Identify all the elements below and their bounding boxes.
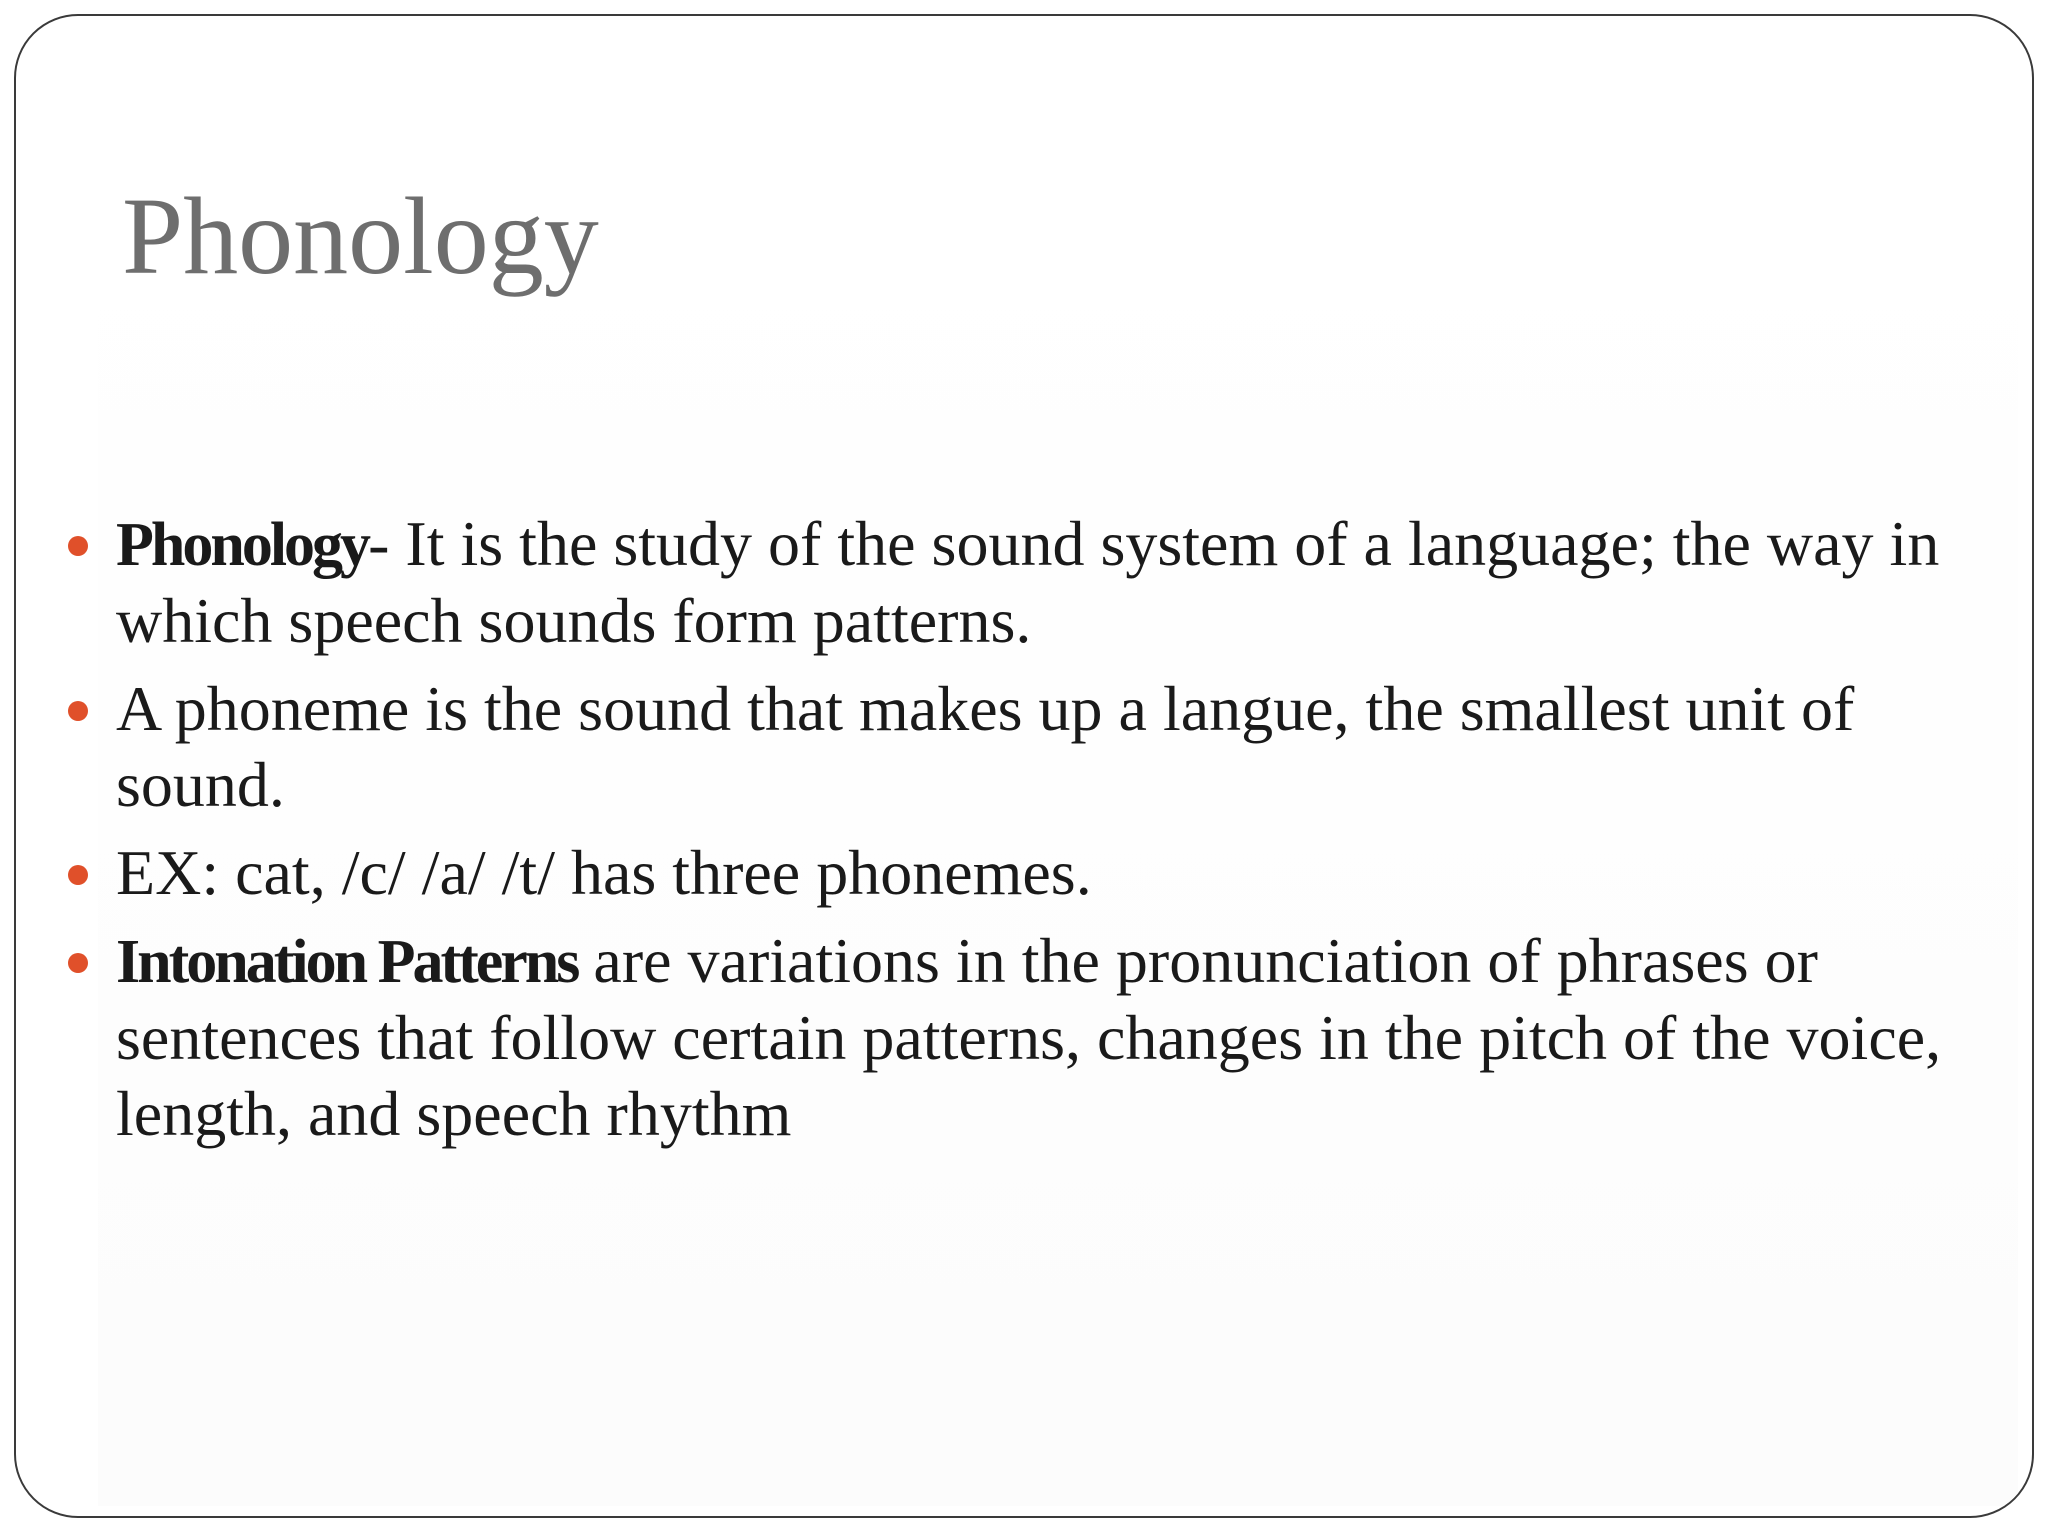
bullet-item-phoneme bbox=[116, 671, 1996, 823]
term-phonology: Phonology bbox=[116, 511, 369, 579]
bullet-dot-icon bbox=[68, 701, 88, 721]
bullet-list bbox=[116, 506, 1996, 1164]
term-intonation-patterns: Intonation Patterns bbox=[116, 928, 578, 996]
bullet-item-intonation bbox=[116, 923, 1996, 1152]
slide-frame bbox=[14, 14, 2034, 1518]
bullet-dot-icon bbox=[68, 865, 88, 885]
bullet-text-intonation: are variations in the pronunciation of phrases or sentences that follow certain patterns, changes in the pitch of the voice, length, and speech rhythm bbox=[116, 925, 1942, 1149]
bullet-dot-icon bbox=[68, 536, 88, 556]
bullet-text-example: EX: cat, /c/ /a/ /t/ has three phonemes. bbox=[116, 837, 1092, 908]
slide-title: Phonology bbox=[122, 175, 599, 297]
bullet-dot-icon bbox=[68, 953, 88, 973]
bullet-item-phonology bbox=[116, 506, 1996, 659]
bullet-text-phonology: - It is the study of the sound system of a language; the way in which speech sounds form patterns. bbox=[116, 508, 1940, 656]
bullet-item-example bbox=[116, 835, 1996, 911]
bullet-text-phoneme: A phoneme is the sound that makes up a langue, the smallest unit of sound. bbox=[116, 673, 1855, 820]
